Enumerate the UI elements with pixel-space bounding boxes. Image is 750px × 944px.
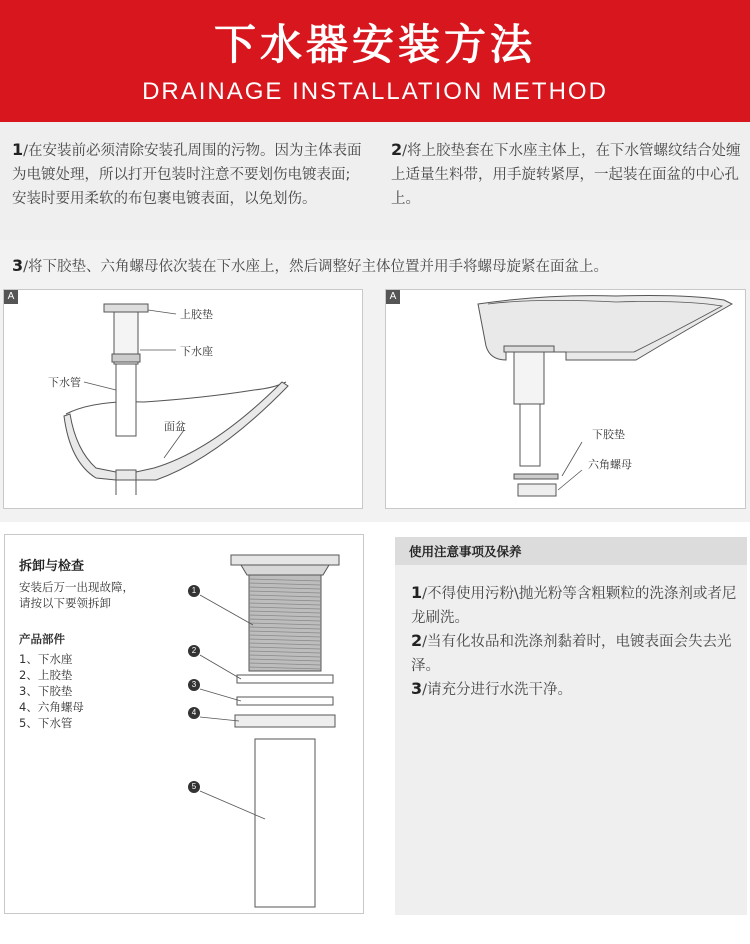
part-drain-seat <box>231 555 339 565</box>
step-1 <box>12 138 364 211</box>
upper-assembly-drawing <box>4 290 364 510</box>
label-upper-gasket: 上胶垫 <box>180 308 213 321</box>
part-hex-nut <box>235 715 335 727</box>
diagram-tag: A <box>386 290 400 304</box>
part-badge-2: 2 <box>188 645 200 657</box>
care-text: /当有化妆品和洗涤剂黏着时，电镀表面会失去光泽。 <box>411 634 732 674</box>
disassembly-title: 拆卸与检查 <box>19 559 85 574</box>
diagram-tag: A <box>4 290 18 304</box>
header-banner <box>0 0 750 122</box>
step-3 <box>12 254 742 279</box>
care-item-2 <box>411 629 737 678</box>
part-upper-gasket <box>237 675 333 683</box>
label-drain-seat: 下水座 <box>180 345 213 358</box>
part-badge-1: 1 <box>188 585 200 597</box>
label-drain-pipe: 下水管 <box>48 376 81 389</box>
part-item: 3、下胶垫 <box>19 684 73 698</box>
care-number: 1 <box>411 583 423 602</box>
disassembly-note-line2: 请按以下要领拆卸 <box>19 596 111 610</box>
care-title: 使用注意事项及保养 <box>409 544 522 559</box>
care-item-1 <box>411 581 737 630</box>
disassembly-note-line1: 安装后万一出现故障， <box>19 580 134 594</box>
part-item: 5、下水管 <box>19 716 73 730</box>
hex-nut-shape <box>518 484 556 496</box>
step-text: /将下胶垫、六角螺母依次装在下水座上，然后调整好主体位置并用手将螺母旋紧在面盆上。 <box>23 259 609 275</box>
page-subtitle: DRAINAGE INSTALLATION METHOD <box>142 78 608 105</box>
part-badge-4: 4 <box>188 707 200 719</box>
step-number: 1 <box>12 140 24 159</box>
disassembly-panel <box>4 534 364 914</box>
step-2 <box>391 138 741 211</box>
exploded-parts-drawing <box>5 535 365 915</box>
label-hex-nut: 六角螺母 <box>588 458 632 471</box>
label-basin: 面盆 <box>164 420 186 433</box>
care-number: 2 <box>411 631 423 650</box>
diagram-panel-upper-assembly <box>3 289 363 509</box>
drain-pipe-shape <box>116 364 136 436</box>
step-number: 2 <box>391 140 403 159</box>
part-item: 4、六角螺母 <box>19 700 84 714</box>
page-title: 下水器安装方法 <box>213 20 536 69</box>
care-text: /不得使用污粉\抛光粉等含粗颗粒的洗涤剂或者尼龙刷洗。 <box>411 586 737 626</box>
care-number: 3 <box>411 679 423 698</box>
step-text: /将上胶垫套在下水座主体上，在下水管螺纹结合处缠上适量生料带，用手旋转紧厚，一起装在面盆的中心孔上。 <box>391 143 741 207</box>
care-header <box>395 537 747 565</box>
drain-pipe-shape <box>520 404 540 466</box>
part-badge-3: 3 <box>188 679 200 691</box>
step-number: 3 <box>12 256 24 275</box>
lower-gasket-shape <box>514 474 558 479</box>
diagram-panel-lower-assembly <box>385 289 746 509</box>
part-item: 2、上胶垫 <box>19 668 73 682</box>
part-item: 1、下水座 <box>19 652 73 666</box>
parts-title: 产品部件 <box>19 632 65 646</box>
label-lower-gasket: 下胶垫 <box>592 428 625 441</box>
part-drain-pipe <box>255 739 315 907</box>
care-item-3 <box>411 677 737 702</box>
step-text: /在安装前必须清除安装孔周围的污物。因为主体表面为电镀处理，所以打开包装时注意不要划伤电镀表面;安装时要用柔软的布包裹电镀表面，以免划伤。 <box>12 143 362 207</box>
care-panel <box>395 537 747 915</box>
lower-assembly-drawing <box>386 290 747 510</box>
part-badge-5: 5 <box>188 781 200 793</box>
part-lower-gasket <box>237 697 333 705</box>
care-text: /请充分进行水洗干净。 <box>422 682 573 698</box>
drain-seat-shape <box>514 348 544 404</box>
